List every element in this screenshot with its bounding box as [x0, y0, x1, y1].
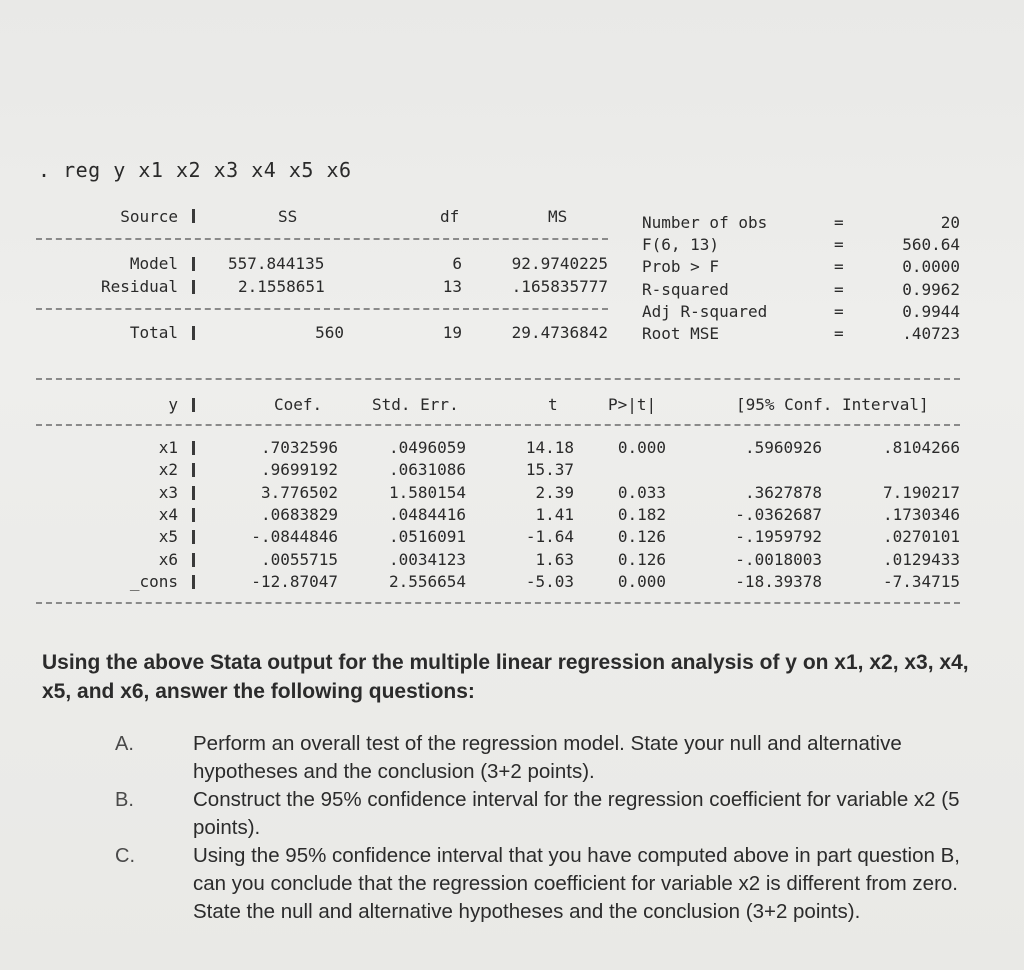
anova-row-ms: .165835777 — [511, 277, 608, 296]
column-separator — [192, 486, 195, 500]
fit-stat-value: 0.9962 — [902, 280, 960, 299]
coef-p: 0.033 — [617, 483, 666, 502]
coef-value: 3.776502 — [260, 483, 338, 502]
coef-p: 0.182 — [617, 505, 666, 524]
coef-se: .0631086 — [388, 460, 466, 479]
coef-header-se: Std. Err. — [372, 395, 459, 414]
fit-stat-label: F(6, 13) — [642, 235, 720, 254]
item-letter: C. — [115, 845, 135, 867]
anova-header-ms: MS — [548, 207, 568, 226]
fit-stat-equals: = — [834, 213, 844, 232]
coef-se: 2.556654 — [388, 572, 466, 591]
column-separator — [192, 553, 195, 567]
anova-header-rule — [36, 238, 608, 240]
anova-header-source: Source — [120, 207, 178, 226]
coef-t: 2.39 — [535, 483, 574, 502]
coef-value: .7032596 — [260, 438, 338, 457]
column-separator — [192, 326, 195, 340]
anova-row-source: Model — [129, 254, 178, 273]
question-intro: Using the above Stata output for the multiple linear regression analysis of y on x1, x2, x3, x4, x5, and x6, answer the following questions: — [42, 651, 969, 703]
coef-ci-high: .1730346 — [882, 505, 960, 524]
anova-row-source: Total — [129, 323, 178, 342]
fit-stat-value: 0.9944 — [902, 302, 960, 321]
fit-stat-value: .40723 — [902, 324, 960, 343]
coef-p: 0.126 — [617, 550, 666, 569]
anova-header-ss: SS — [278, 207, 298, 226]
fit-stat-value: 560.64 — [902, 235, 960, 254]
coef-value: .0055715 — [260, 550, 338, 569]
coef-var: x5 — [158, 527, 178, 546]
column-separator — [192, 257, 195, 271]
coef-header-coef: Coef. — [274, 395, 323, 414]
fit-stat-equals: = — [834, 257, 844, 276]
question-item-c: Using the 95% confidence interval that you have computed above in part question B, can you conclude that the regression coefficient for variable x2 is different from zero. State the null and alternative hypotheses and the conclusion (3+2 points). — [193, 844, 960, 923]
coef-top-rule — [36, 378, 960, 380]
stata-command: . reg y x1 x2 x3 x4 x5 x6 — [38, 158, 352, 182]
column-separator — [192, 209, 195, 223]
anova-row-source: Residual — [100, 277, 178, 296]
column-separator — [192, 463, 195, 477]
fit-stat-label: Root MSE — [642, 324, 720, 343]
coef-t: -1.64 — [525, 527, 574, 546]
anova-row-ss: 557.844135 — [228, 254, 325, 273]
coef-t: 15.37 — [525, 460, 574, 479]
coef-t: 1.41 — [535, 505, 574, 524]
coef-ci-high: -7.34715 — [882, 572, 960, 591]
fit-stat-equals: = — [834, 324, 844, 343]
anova-row-ss: 2.1558651 — [238, 277, 325, 296]
coef-bottom-rule — [36, 602, 960, 604]
fit-stat-label: Prob > F — [642, 257, 720, 276]
coef-ci-low: .5960926 — [744, 438, 822, 457]
coef-value: .0683829 — [260, 505, 338, 524]
fit-stat-label: Adj R-squared — [642, 302, 768, 321]
coef-ci-high: .0129433 — [882, 550, 960, 569]
coef-se: .0484416 — [388, 505, 466, 524]
question-item-a: Perform an overall test of the regression model. State your null and alternative hypotheses and the conclusion (3+2 points). — [193, 732, 902, 783]
fit-stat-label: Number of obs — [642, 213, 768, 232]
coef-ci-high: .8104266 — [882, 438, 960, 457]
anova-row-df: 6 — [452, 254, 462, 273]
fit-stat-value: 20 — [940, 213, 960, 232]
coef-header-rule — [36, 424, 960, 426]
item-letter: B. — [115, 789, 134, 811]
coef-se: 1.580154 — [388, 483, 466, 502]
coef-var: x3 — [158, 483, 178, 502]
coef-p: 0.000 — [617, 572, 666, 591]
coef-header-var: y — [168, 395, 178, 414]
coef-value: -.0844846 — [251, 527, 338, 546]
column-separator — [192, 508, 195, 522]
coef-t: -5.03 — [525, 572, 574, 591]
coef-ci-low: -.1959792 — [735, 527, 822, 546]
coef-var: x1 — [158, 438, 178, 457]
coef-p: 0.000 — [617, 438, 666, 457]
coef-var: _cons — [129, 572, 178, 591]
coef-value: .9699192 — [260, 460, 338, 479]
anova-header-df: df — [440, 207, 460, 226]
coef-ci-high: .0270101 — [882, 527, 960, 546]
coef-header-t: t — [548, 395, 558, 414]
coef-se: .0516091 — [388, 527, 466, 546]
coef-ci-high: 7.190217 — [882, 483, 960, 502]
question-item-b: Construct the 95% confidence interval for the regression coefficient for variable x2 (5 points). — [193, 788, 960, 839]
anova-row-ss: 560 — [315, 323, 344, 342]
coef-var: x2 — [158, 460, 178, 479]
coef-header-ci: [95% Conf. Interval] — [736, 395, 929, 414]
coef-se: .0496059 — [388, 438, 466, 457]
coef-ci-low: .3627878 — [744, 483, 822, 502]
coef-t: 14.18 — [525, 438, 574, 457]
item-letter: A. — [115, 733, 134, 755]
anova-row-df: 19 — [442, 323, 462, 342]
column-separator — [192, 398, 195, 412]
column-separator — [192, 575, 195, 589]
fit-stat-equals: = — [834, 302, 844, 321]
fit-stat-equals: = — [834, 235, 844, 254]
anova-row-ms: 29.4736842 — [511, 323, 608, 342]
fit-stat-equals: = — [834, 280, 844, 299]
coef-header-p: P>|t| — [608, 395, 657, 414]
coef-var: x4 — [158, 505, 178, 524]
anova-total-rule — [36, 308, 608, 310]
coef-se: .0034123 — [388, 550, 466, 569]
fit-stat-label: R-squared — [642, 280, 729, 299]
coef-t: 1.63 — [535, 550, 574, 569]
column-separator — [192, 441, 195, 455]
coef-ci-low: -18.39378 — [735, 572, 822, 591]
column-separator — [192, 280, 195, 294]
coef-var: x6 — [158, 550, 178, 569]
coef-p: 0.126 — [617, 527, 666, 546]
coef-ci-low: -.0362687 — [735, 505, 822, 524]
anova-row-df: 13 — [442, 277, 462, 296]
fit-stat-value: 0.0000 — [902, 257, 960, 276]
coef-ci-low: -.0018003 — [735, 550, 822, 569]
column-separator — [192, 530, 195, 544]
anova-row-ms: 92.9740225 — [511, 254, 608, 273]
coef-value: -12.87047 — [251, 572, 338, 591]
